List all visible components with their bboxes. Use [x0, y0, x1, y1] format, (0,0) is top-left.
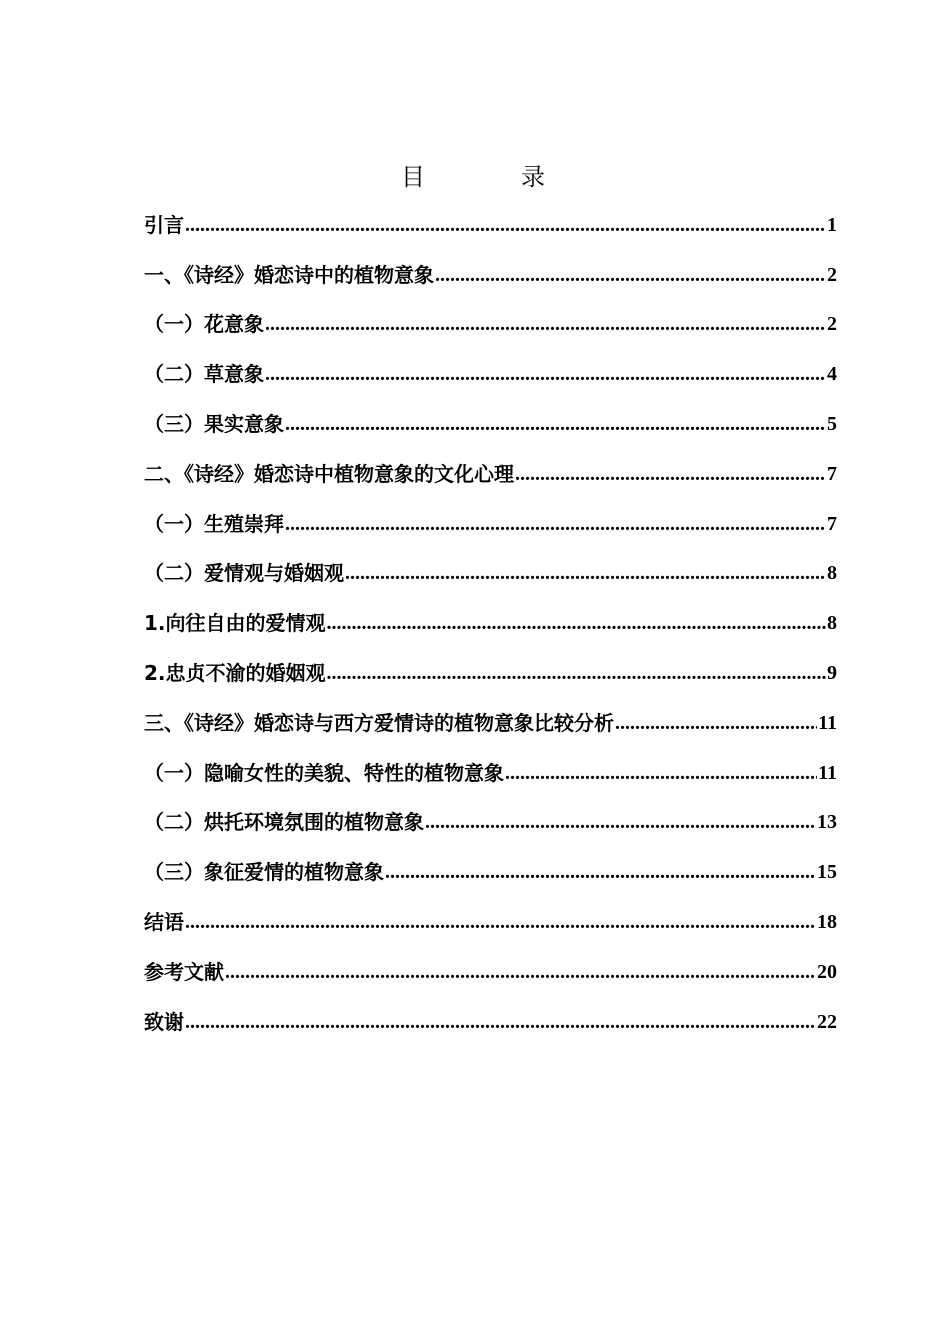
toc-entry[interactable]	[144, 553, 837, 603]
toc-leader-dots	[435, 262, 826, 288]
toc-entry-page: 8	[827, 562, 837, 585]
toc-entry[interactable]	[144, 951, 837, 1001]
toc-entry-page: 7	[827, 512, 837, 535]
toc-leader-dots	[225, 959, 816, 985]
toc-entry[interactable]	[144, 304, 837, 354]
toc-entry-label: （一）生殖崇拜	[144, 511, 284, 536]
toc-leader-dots	[185, 212, 826, 238]
toc-entry[interactable]	[144, 702, 837, 752]
toc-entry-page: 2	[827, 263, 837, 286]
toc-leader-dots	[425, 809, 816, 835]
toc-entry-label: （一）隐喻女性的美貌、特性的植物意象	[144, 760, 504, 785]
toc-entry-label: 参考文献	[144, 959, 224, 984]
toc-entry[interactable]	[144, 453, 837, 503]
toc-leader-dots	[515, 461, 826, 487]
toc-entry[interactable]	[144, 652, 837, 702]
toc-list	[144, 204, 837, 1051]
toc-entry[interactable]	[144, 851, 837, 901]
toc-leader-dots	[285, 411, 826, 437]
toc-title: 目 录	[401, 163, 581, 191]
toc-entry-label: （三）象征爱情的植物意象	[144, 860, 384, 885]
toc-entry[interactable]	[144, 353, 837, 403]
toc-leader-dots	[185, 909, 816, 935]
toc-entry-page: 20	[817, 960, 837, 983]
toc-entry-page: 4	[827, 363, 837, 386]
toc-leader-dots	[345, 560, 826, 586]
toc-entry-page: 7	[827, 462, 837, 485]
toc-entry-page: 18	[817, 910, 837, 933]
toc-entry-page: 1	[827, 213, 837, 236]
toc-entry-label: （二）爱情观与婚姻观	[144, 561, 344, 586]
toc-entry[interactable]	[144, 403, 837, 453]
toc-entry-label: 三、《诗经》婚恋诗与西方爱情诗的植物意象比较分析	[144, 710, 614, 735]
toc-entry-label: 致谢	[144, 1009, 184, 1034]
toc-leader-dots	[265, 311, 826, 337]
toc-entry[interactable]	[144, 602, 837, 652]
toc-entry-label: （二）草意象	[144, 362, 264, 387]
toc-entry[interactable]	[144, 752, 837, 802]
toc-leader-dots	[285, 511, 826, 537]
toc-entry-page: 11	[818, 761, 837, 784]
toc-entry-label: 结语	[144, 909, 184, 934]
toc-entry-label: （二）烘托环境氛围的植物意象	[144, 810, 424, 835]
toc-entry-page: 13	[817, 811, 837, 834]
toc-entry-label: （三）果实意象	[144, 411, 284, 436]
toc-entry-page: 15	[817, 861, 837, 884]
toc-entry-label: 2.忠贞不渝的婚姻观	[144, 660, 326, 685]
toc-entry-label: 引言	[144, 212, 184, 237]
toc-entry[interactable]	[144, 802, 837, 852]
toc-leader-dots	[327, 610, 826, 636]
toc-entry[interactable]	[144, 503, 837, 553]
toc-entry-label: 一、《诗经》婚恋诗中的植物意象	[144, 262, 434, 287]
toc-leader-dots	[385, 859, 816, 885]
toc-leader-dots	[265, 361, 826, 387]
toc-leader-dots	[185, 1009, 816, 1035]
toc-entry-page: 8	[827, 612, 837, 635]
toc-entry-label: 1.向往自由的爱情观	[144, 611, 326, 636]
toc-entry[interactable]	[144, 901, 837, 951]
toc-entry[interactable]	[144, 254, 837, 304]
toc-leader-dots	[505, 760, 817, 786]
toc-entry-page: 9	[827, 661, 837, 684]
toc-entry-label: 二、《诗经》婚恋诗中植物意象的文化心理	[144, 461, 514, 486]
toc-entry[interactable]	[144, 1001, 837, 1051]
toc-entry-page: 2	[827, 313, 837, 336]
toc-leader-dots	[327, 660, 826, 686]
toc-entry-page: 11	[818, 711, 837, 734]
toc-entry-page: 22	[817, 1010, 837, 1033]
toc-entry-label: （一）花意象	[144, 312, 264, 337]
toc-entry-page: 5	[827, 412, 837, 435]
toc-entry[interactable]	[144, 204, 837, 254]
toc-leader-dots	[615, 710, 817, 736]
